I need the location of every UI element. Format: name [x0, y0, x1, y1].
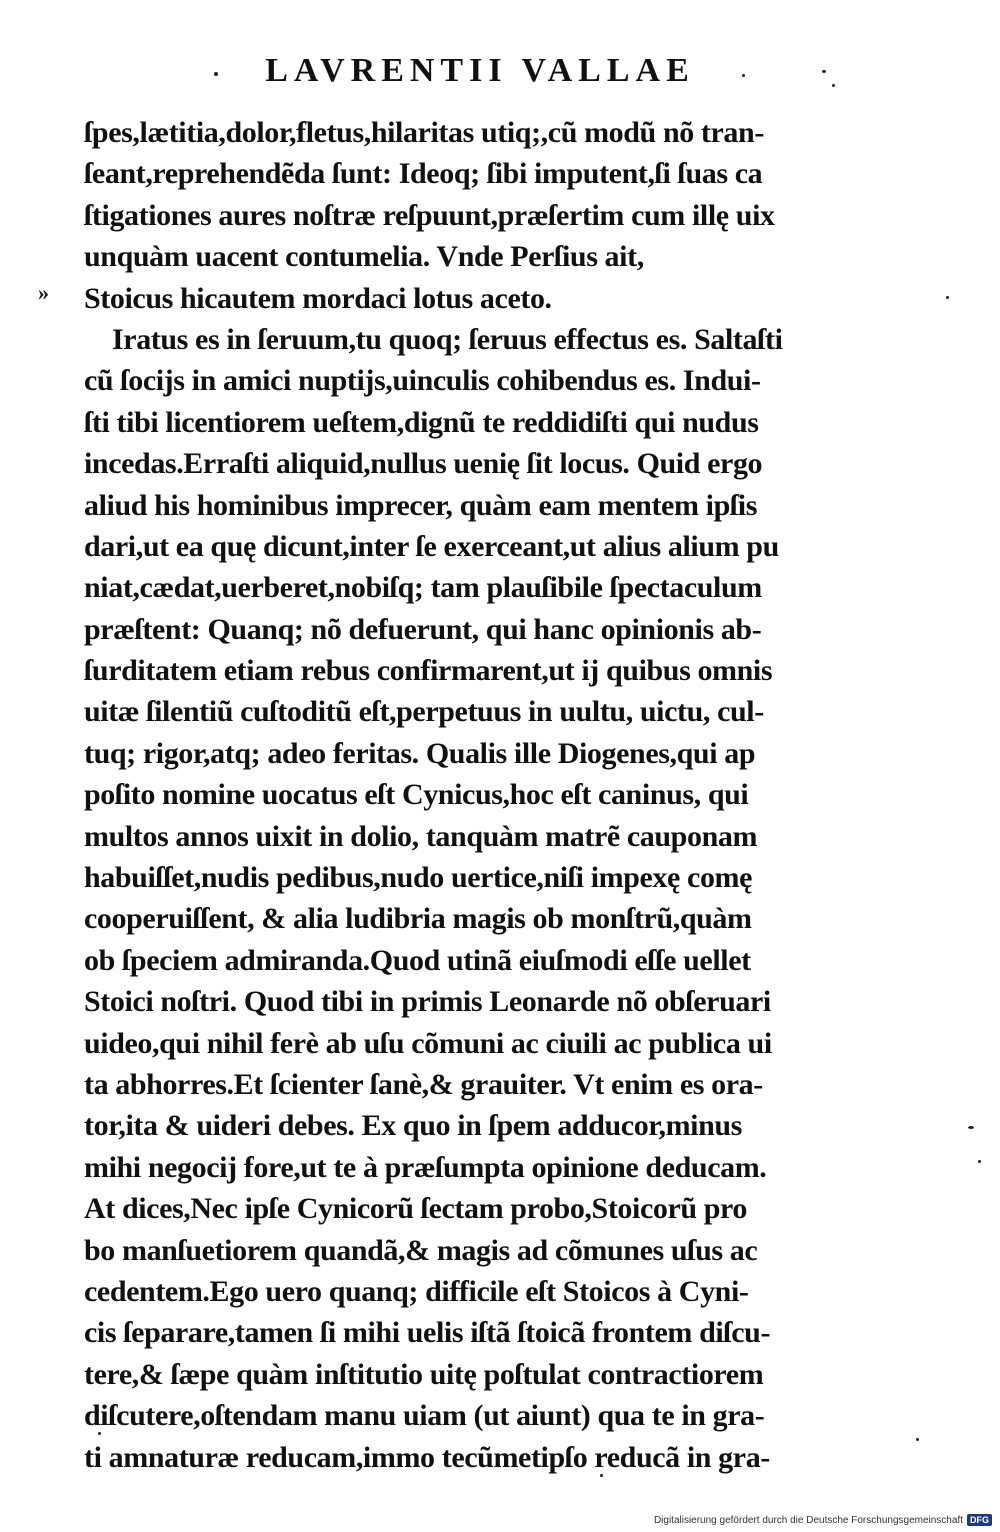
text-line: ſeant,reprehendẽda ſunt: Ideoq; ſibi imputent,ſi ſuas ca [84, 157, 763, 191]
scan-speck [822, 70, 826, 73]
text-line: præſtent: Quanq; nõ defuerunt, qui hanc opinionis ab- [84, 612, 762, 646]
text-line: ſpes,lætitia,dolor,fletus,hilaritas utiq;,cũ modũ nõ tran- [84, 116, 764, 149]
text-line: bo manſuetiorem quandã,& magis ad cõmunes uſus ac [84, 1233, 758, 1267]
text-line: tere,& ſæpe quàm inſtitutio uitę poſtulat contractiorem [84, 1357, 764, 1391]
text-line: habuiſſet,nudis pedibus,nudo uertice,niſi impexę comę [84, 861, 753, 895]
digitization-credit [654, 1514, 992, 1526]
text-line: uitæ ſilentiũ cuſtoditũ eſt,perpetuus in uultu, uictu, cul- [84, 695, 764, 729]
marginal-quotation-mark: » [38, 280, 49, 305]
running-head [0, 52, 1000, 90]
scan-speck [916, 1438, 919, 1441]
text-line: Stoici noſtri. Quod tibi in primis Leonarde nõ obſeruari [84, 985, 771, 1019]
text-line: multos annos uixit in dolio, tanquàm matrẽ cauponam [84, 819, 758, 853]
text-line: uideo,qui nihil ferè ab uſu cõmuni ac ciuili ac publica ui [84, 1026, 772, 1060]
text-line: cũ ſocijs in amici nuptijs,uinculis cohibendus es. Indui- [84, 364, 761, 398]
text-line: niat,cædat,uerberet,nobiſq; tam plauſibile ſpectaculum [84, 571, 762, 605]
scan-speck [832, 84, 835, 87]
scan-speck [600, 1474, 603, 1477]
text-line: tor,ita & uideri debes. Ex quo in ſpem adducor,minus [84, 1109, 742, 1143]
scan-speck [978, 1160, 981, 1163]
text-line: unquàm uacent contumelia. Vnde Perſius ait, [84, 240, 644, 274]
text-line: diſcutere,oſtendam manu uiam (ut aiunt) qua te in gra- [84, 1399, 765, 1433]
text-line: tuq; rigor,atq; adeo feritas. Qualis ille Diogenes,qui ap [84, 736, 756, 770]
text-line: ſtigationes aures noſtræ reſpuunt,præſertim cum illę uix [84, 198, 775, 232]
text-line: ob ſpeciem admiranda.Quod utinã eiuſmodi eſſe uellet [84, 943, 751, 977]
scan-speck [214, 72, 218, 76]
body-text [84, 112, 944, 1478]
scan-speck [98, 1432, 101, 1435]
text-line: ſti tibi licentiorem ueſtem,dignũ te reddidiſti qui nudus [84, 405, 759, 439]
running-head-text: LAVRENTII VALLAE [265, 52, 695, 89]
text-line: cedentem.Ego uero quanq; difficile eſt Stoicos à Cyni- [84, 1274, 749, 1308]
scan-speck [968, 1126, 974, 1129]
credit-text: Digitalisierung gefördert durch die Deutsche Forschungsgemeinschaft [653, 1514, 963, 1526]
scan-speck [742, 74, 745, 77]
text-line: incedas.Erraſti aliquid,nullus uenię ſit locus. Quid ergo [84, 447, 763, 481]
text-line: Iratus es in ſeruum,tu quoq; ſeruus effectus es. Saltaſti [112, 322, 783, 356]
text-line: dari,ut ea quę dicunt,inter ſe exerceant,ut alius alium pu [84, 529, 779, 563]
text-line: aliud his hominibus imprecer, quàm eam mentem ipſis [84, 488, 758, 522]
quoted-verse-line: Stoicus hicautem mordaci lotus aceto. [84, 281, 552, 315]
text-line: At dices,Nec ipſe Cynicorũ ſectam probo,Stoicorũ pro [84, 1192, 748, 1226]
text-line: cis ſeparare,tamen ſi mihi uelis iſtã ſtoicã frontem diſcu- [84, 1316, 771, 1350]
text-line: poſito nomine uocatus eſt Cynicus,hoc eſt caninus, qui [84, 778, 749, 812]
text-line: mihi negocij fore,ut te à præſumpta opinione deducam. [84, 1150, 767, 1184]
text-line: ſurditatem etiam rebus confirmarent,ut ij quibus omnis [84, 654, 773, 688]
text-line: cooperuiſſent, & alia ludibria magis ob monſtrũ,quàm [84, 902, 752, 936]
dfg-logo: DFG [967, 1514, 992, 1526]
text-line: ti amnaturæ reducam,immo tecũmetipſo reducã in gra- [84, 1440, 770, 1474]
scan-speck [946, 296, 949, 299]
text-line: ta abhorres.Et ſcienter ſanè,& grauiter. Vt enim es ora- [84, 1067, 763, 1101]
